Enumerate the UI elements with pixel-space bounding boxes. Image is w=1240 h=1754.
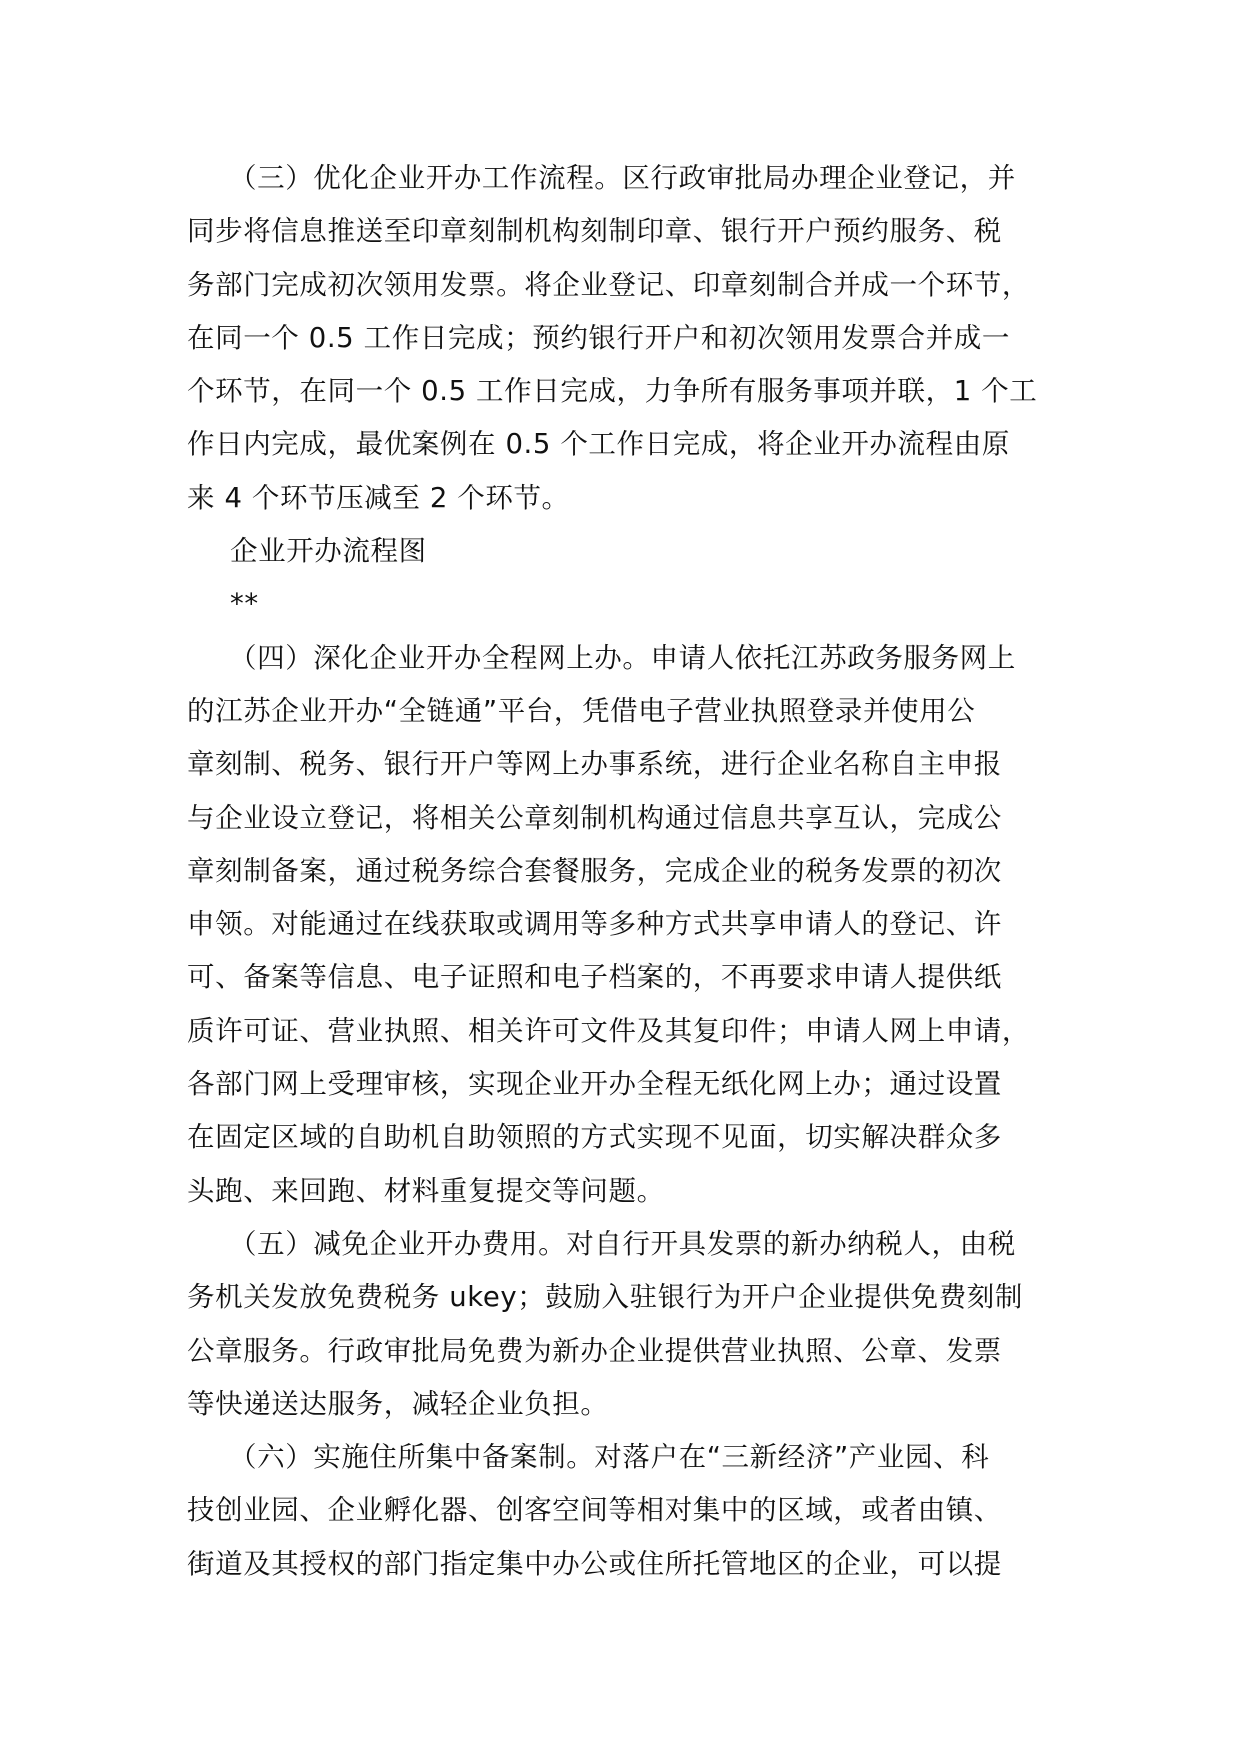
paragraph-optimize-workflow: （三）优化企业开办工作流程。区行政审批局办理企业登记，并 同步将信息推送至印章刻制机构刻制印章、银行开户预约服务、税 务部门完成初次领用发票。将企业登记、印章刻制合并成一个环节， 在同一个 0.5 工作日完成；预约银行开户和初次领用发票合并成一 个环节，在同一个 0.5 工作日完成，力争所有服务事项并联，1 个工 作日内完成，最优案例在 0.5 个工作日完成，将企业开办流程由原 来 4 个环节压减至 2 个环节。 <box>187 162 1038 514</box>
paragraph-online-processing: （四）深化企业开办全程网上办。申请人依托江苏政务服务网上 的江苏企业开办“全链通”平台，凭借电子营业执照登录并使用公 章刻制、税务、银行开户等网上办事系统，进行企业名称自主申报 与企业设立登记，将相关公章刻制机构通过信息共享互认，完成公 章刻制备案，通过税务综合套餐服务，完成企业的税务发票的初次 申领。对能通过在线获取或调用等多种方式共享申请人的登记、许 可、备案等信息、电子证照和电子档案的，不再要求申请人提供纸 质许可证、营业执照、相关许可文件及其复印件；申请人网上申请， 各部门网上受理审核，实现企业开办全程无纸化网上办；通过设置 在固定区域的自助机自助领照的方式实现不见面，切实解决群众多 头跑、来回跑、材料重复提交等问题。 <box>187 641 1030 1207</box>
paragraph-fee-reduction: （五）减免企业开办费用。对自行开具发票的新办纳税人，由税 务机关发放免费税务 ukey；鼓励入驻银行为开户企业提供免费刻制 公章服务。行政审批局免费为新办企业提供营业执照、公章、发票 等快递送达服务，减轻企业负担。 <box>187 1227 1024 1420</box>
figure-placeholder: ** <box>230 588 259 621</box>
paragraph-address-registration: （六）实施住所集中备案制。对落户在“三新经济”产业园、科 技创业园、企业孵化器、创客空间等相对集中的区域，或者由镇、 街道及其授权的部门指定集中办公或住所托管地区的企业，可以提 <box>187 1441 1002 1580</box>
document-body <box>187 152 1087 1591</box>
figure-caption: 企业开办流程图 <box>230 535 427 568</box>
